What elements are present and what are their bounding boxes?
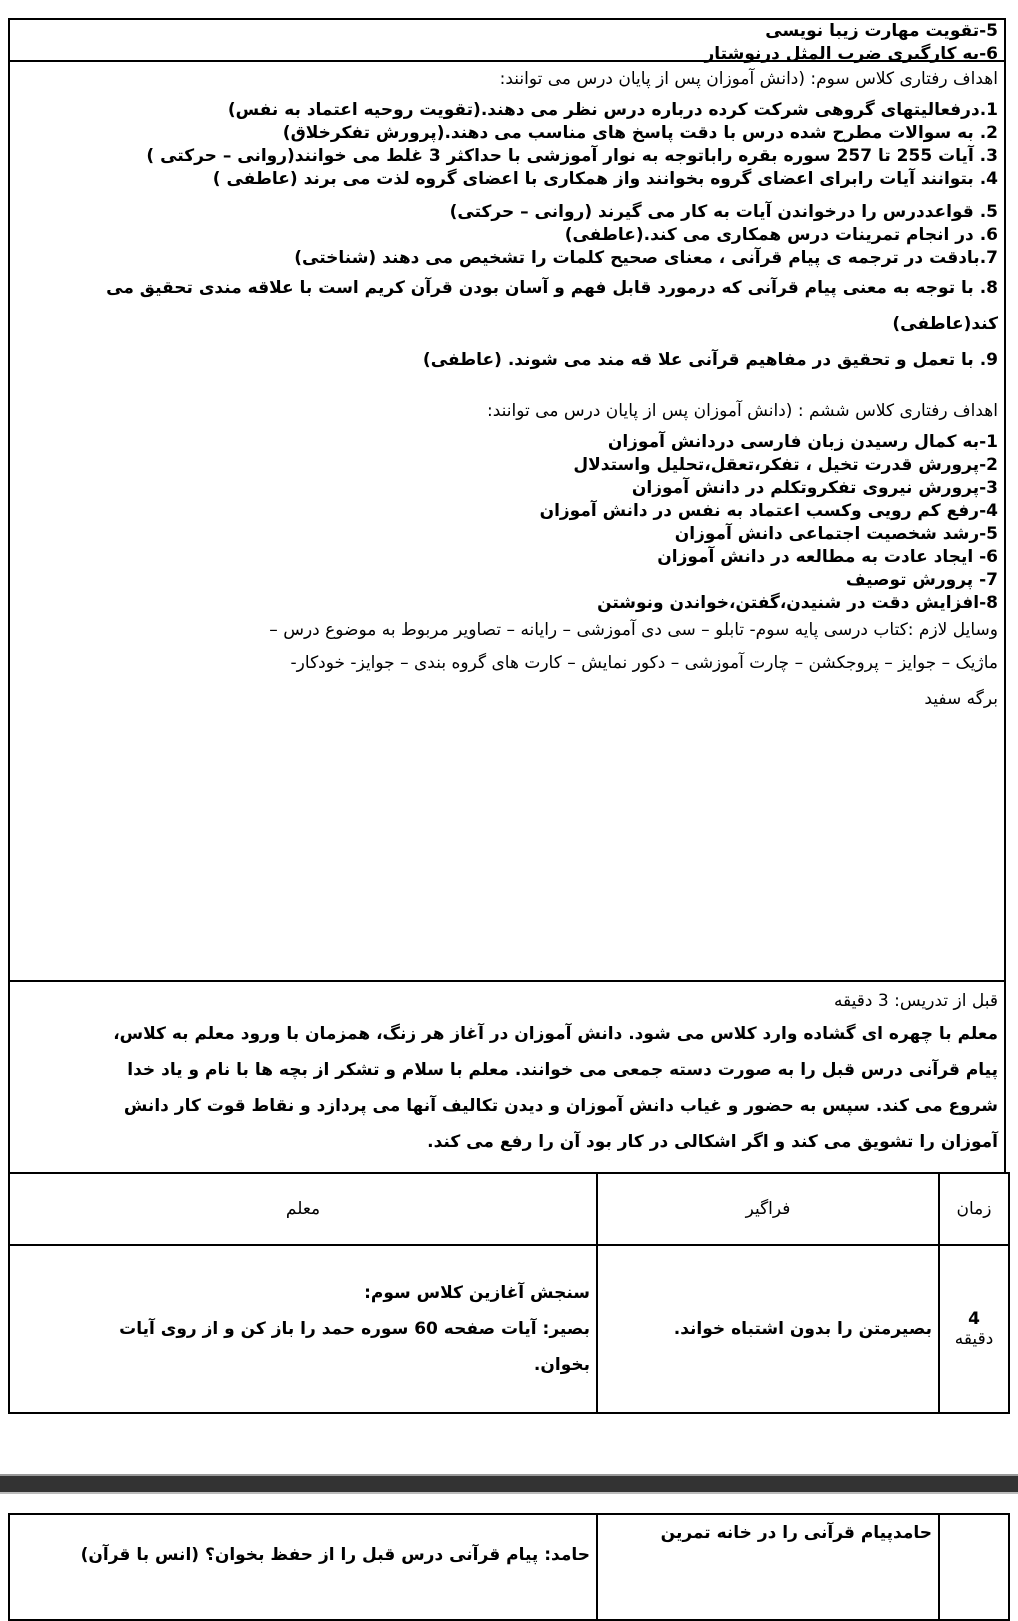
lesson-table [8,1172,1010,1414]
list-item: 9. با تعمل و تحقیق در مفاهیم قرآنی علا قه مند می شوند. (عاطفی) [422,350,998,370]
pre-teaching-box [8,980,1006,1174]
teacher-line: سنجش آغازین کلاس سوم: [364,1283,590,1303]
list-item: 1-به کمال رسیدن زبان فارسی دردانش آموزان [607,432,998,452]
table-header-row [9,1173,1009,1245]
list-item: 6. در انجام تمرینات درس همکاری می کند.(عاطفی) [564,225,998,245]
paragraph-line: معلم با چهره ای گشاده وارد کلاس می شود. دانش آموزان در آغاز هر زنگ، همزمان با ورود معلم به کلاس، [113,1024,998,1044]
page-separator [0,1474,1018,1494]
list-item: 3-پرورش نیروی تفکروتکلم در دانش آموزان [631,478,998,498]
grade6-heading: اهداف رفتاری کلاس ششم : (دانش آموزان پس از پایان درس می توانند: [487,401,998,421]
time-cell [939,1245,1009,1413]
learner-cell: حامدپیام قرآنی را در خانه تمرین [597,1514,939,1620]
header-learner: فراگیر [597,1173,939,1245]
list-item: 5-تقویت مهارت زیبا نویسی [765,21,998,41]
top-items-box [8,18,1006,62]
grade3-heading: اهداف رفتاری کلاس سوم: (دانش آموزان پس از پایان درس می توانند: [499,69,998,89]
time-unit: دقیقه [954,1329,994,1349]
header-time: زمان [939,1173,1009,1245]
list-item: 1.درفعالیتهای گروهی شرکت کرده درباره درس نظر می دهند.(تقویت روحیه اعتماد به نفس) [227,100,998,120]
list-item: 7.بادقت در ترجمه ی پیام قرآنی ، معنای صحیح کلمات را تشخیص می دهند (شناختی) [294,248,998,268]
time-value: 4 [968,1309,980,1329]
list-item: 8-افزایش دقت در شنیدن،گفتن،خواندن ونوشتن [597,593,998,613]
materials-line: ماژیک – جوایز – پروجکشن – چارت آموزشی – دکور نمایش – کارت های گروه بندی – جوایز- خودکار- [290,653,998,673]
list-item: 3. آیات 255 تا 257 سوره بقره راباتوجه به نوار آموزشی با حداکثر 3 غلط می خوانند(روانی – حرکتی ) [146,146,998,166]
next-page-table [8,1513,1010,1621]
header-teacher: معلم [9,1173,597,1245]
list-item: 2. به سوالات مطرح شده درس با دقت پاسخ های مناسب می دهند.(پرورش تفکرخلاق) [282,123,998,143]
list-item: کند(عاطفی) [892,314,998,334]
paragraph-line: آموزان را تشویق می کند و اگر اشکالی در کار بود آن را رفع می کند. [427,1132,998,1152]
materials-line: برگه سفید [924,689,998,709]
list-item: 5-رشد شخصیت اجتماعی دانش آموزان [674,524,998,544]
table-row [9,1245,1009,1413]
pre-teaching-heading: قبل از تدریس: 3 دقیقه [833,991,998,1011]
list-item: 2-پرورش قدرت تخیل ، تفکر،تعقل،تحلیل واستدلال [573,455,998,475]
teacher-cell [9,1245,597,1413]
list-item: 7- پرورش توصیف [845,570,998,590]
paragraph-line: شروع می کند. سپس به حضور و غیاب دانش آموزان و دیدن تکالیف آنها می پردازد و نقاط قوت کار دانش [123,1096,998,1116]
list-item: 4. بتوانند آیات رابرای اعضای گروه بخوانند واز همکاری با اعضای گروه لذت می برند (عاطفی ) [212,169,998,189]
list-item: 8. با توجه به معنی پیام قرآنی که درمورد قابل فهم و آسان بودن قرآن کریم است با علاقه مندی تحقیق می [106,278,998,298]
materials-line: وسایل لازم :کتاب درسی پایه سوم- تابلو – سی دی آموزشی – رایانه – تصاویر مربوط به موضوع درس – [269,620,998,640]
objectives-box [8,60,1006,982]
paragraph-line: پیام قرآنی درس قبل را به صورت دسته جمعی می خوانند. معلم با سلام و تشکر از بچه ها با نام و یاد خدا [127,1060,998,1080]
list-item: 5. قواعددرس را درخواندن آیات به کار می گیرند (روانی – حرکتی) [449,202,998,222]
list-item: 4-رفع کم رویی وکسب اعتماد به نفس در دانش آموزان [539,501,998,521]
table-row [9,1514,1009,1620]
teacher-cell: حامد: پیام قرآنی درس قبل را از حفظ بخوان؟ (انس با قرآن) [9,1514,597,1620]
list-item: 6- ایجاد عادت به مطالعه در دانش آموزان [657,547,998,567]
time-cell [939,1514,1009,1620]
teacher-line: بخوان. [533,1355,590,1375]
teacher-line: بصیر: آیات صفحه 60 سوره حمد را باز کن و از روی آیات [119,1319,590,1339]
list-item: 6-به کارگیری ضرب المثل درنوشتار [704,44,998,64]
learner-cell: بصیرمتن را بدون اشتباه خواند. [597,1245,939,1413]
